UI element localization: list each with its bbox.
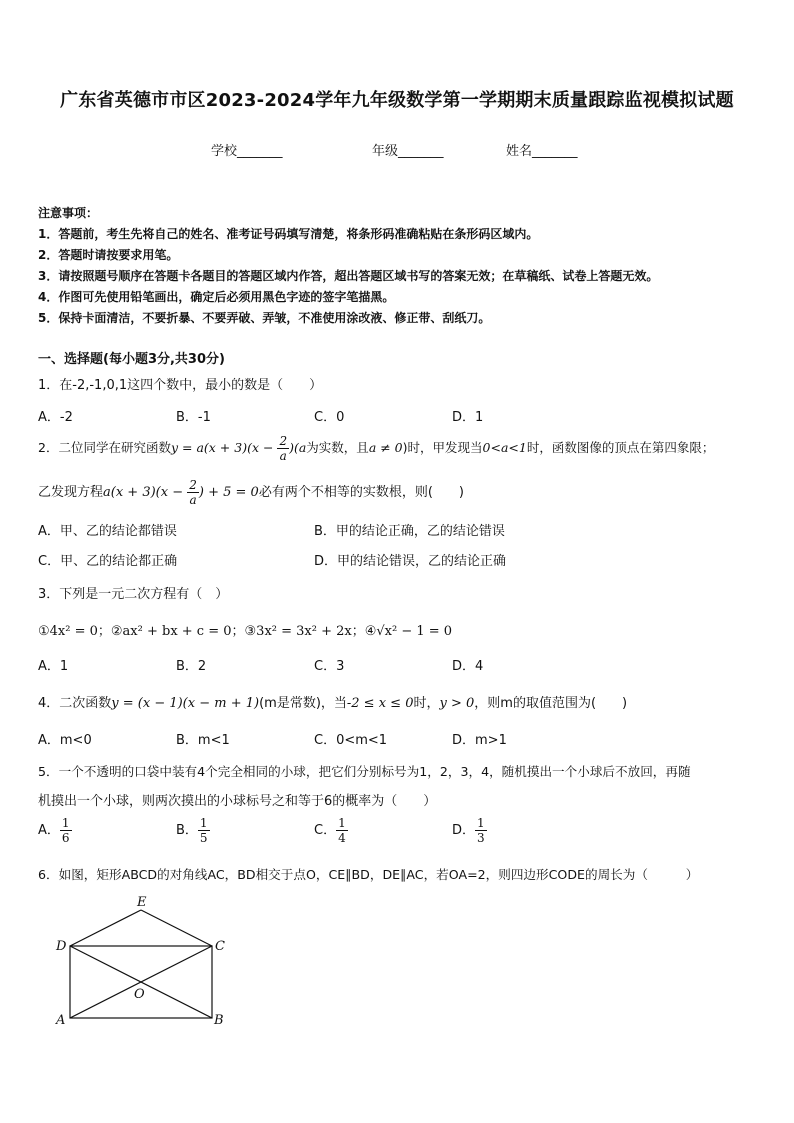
option-c: C．甲、乙的结论都正确	[38, 554, 178, 569]
option-fraction	[198, 816, 210, 845]
question-4-options	[38, 729, 758, 751]
option-a: A．-2	[38, 410, 73, 425]
q2-text-a: 2．二位同学在研究函数	[38, 440, 171, 455]
question-2-options-row-2	[38, 550, 758, 572]
label-d: D	[56, 939, 67, 954]
label-b: B	[214, 1013, 224, 1028]
q2-line2-text: 乙发现方程	[38, 485, 104, 500]
q2-fraction	[187, 478, 199, 507]
section-heading: 一、选择题(每小题3分,共30分)	[38, 352, 225, 367]
q2-range: 0<a<1	[482, 440, 527, 455]
option-c: C．0<m<1	[314, 733, 388, 748]
option-fraction	[60, 816, 72, 845]
option-d: D．4	[452, 659, 484, 674]
fraction-denominator: 4	[338, 831, 346, 845]
question-2-line-1	[38, 434, 714, 463]
option-b: B．-1	[176, 410, 211, 425]
note-item: 5．保持卡面清洁，不要折暴、不要弄破、弄皱，不准使用涂改液、修正带、刮纸刀。	[38, 311, 491, 325]
q2-var-a: a	[298, 440, 307, 455]
option-fraction	[475, 816, 487, 845]
label-e: E	[137, 895, 147, 910]
q2-fraction	[277, 434, 289, 463]
label-c: C	[215, 939, 225, 954]
question-3-equations: ①4x² = 0；②ax² + bx + c = 0；③3x² = 3x² + 2x；④√x² − 1 = 0	[38, 624, 453, 639]
school-field: 学校_______	[211, 144, 283, 159]
exam-title: 广东省英德市市区2023-2024学年九年级数学第一学期期末质量跟踪监视模拟试题	[60, 90, 734, 111]
q2-text-c: 为实数，且	[306, 440, 369, 455]
question-4	[38, 692, 627, 711]
fraction-numerator: 1	[477, 816, 485, 830]
option-letter: C．	[314, 823, 337, 838]
notes-heading: 注意事项：	[38, 206, 99, 220]
fraction-denominator: 5	[199, 831, 208, 845]
q4-text-a: 4．二次函数	[38, 696, 112, 711]
question-1: 1．在-2,-1,0,1这四个数中，最小的数是（ ）	[38, 378, 323, 393]
q2-equation-part1: a(x + 3)(x −	[103, 485, 188, 500]
q4-range: -2 ≤ x ≤ 0	[346, 696, 414, 711]
option-fraction	[336, 816, 348, 845]
segment-ce	[141, 910, 212, 946]
q4-text-d: 时，	[413, 696, 440, 711]
note-item: 3．请按照题号顺序在答题卡各题目的答题区域内作答，超出答题区域书写的答案无效；在草稿纸、试卷上答题无效。	[38, 269, 659, 283]
q4-text-g: ，则m的取值范围为( )	[474, 696, 628, 711]
q2-function-part1: y = a(x + 3)(x −	[170, 440, 278, 455]
question-3-options	[38, 655, 758, 677]
note-item: 1．答题前，考生先将自己的姓名、准考证号码填写清楚，将条形码准确粘贴在条形码区域内。	[38, 227, 539, 241]
option-d: D．m>1	[452, 733, 507, 748]
q4-text-b: (m是常数)，当	[259, 696, 347, 711]
option-letter: A．	[38, 823, 60, 838]
note-item: 2．答题时请按要求用笔。	[38, 248, 179, 262]
rectangle-figure	[48, 892, 238, 1032]
option-c: C．0	[314, 410, 345, 425]
option-d: D．1	[452, 410, 484, 425]
question-6: 6．如图，矩形ABCD的对角线AC，BD相交于点O，CE∥BD，DE∥AC，若OA=2，则四边形CODE的周长为（ ）	[38, 867, 699, 882]
question-3: 3．下列是一元二次方程有（ ）	[38, 587, 229, 602]
rectangle-diagram	[48, 892, 238, 1032]
option-b: B．甲的结论正确，乙的结论错误	[314, 524, 505, 539]
option-b: B．m<1	[176, 733, 230, 748]
q2-text-g: 时，函数图像的顶点在第四象限；	[526, 440, 715, 455]
question-5-line-2: 机摸出一个小球，则两次摸出的小球标号之和等于6的概率为（ ）	[38, 794, 437, 809]
q2-text-e: )时，甲发现当	[402, 440, 483, 455]
option-a: A．甲、乙的结论都错误	[38, 524, 177, 539]
fraction-numerator: 1	[199, 816, 208, 830]
q2-equation-part2: ) + 5 = 0	[198, 485, 259, 500]
label-a: A	[56, 1013, 66, 1028]
note-item: 4．作图可先使用铅笔画出，确定后必须用黑色字迹的签字笔描黑。	[38, 290, 395, 304]
option-d: D．甲的结论错误，乙的结论正确	[314, 554, 507, 569]
fraction-denominator: 6	[61, 831, 70, 845]
option-c	[314, 816, 348, 845]
q4-condition: y > 0	[439, 696, 475, 711]
fraction-numerator: 2	[189, 478, 197, 492]
q4-function: y = (x − 1)(x − m + 1)	[111, 696, 260, 711]
fraction-numerator: 1	[338, 816, 346, 830]
fraction-numerator: 2	[279, 434, 288, 448]
fraction-numerator: 1	[61, 816, 70, 830]
question-5-line-1: 5．一个不透明的口袋中装有4个完全相同的小球，把它们分别标号为1，2，3，4，随机摸出一个小球后不放回，再随	[38, 764, 691, 779]
question-5-options	[38, 816, 758, 856]
grade-field: 年级_______	[372, 144, 444, 159]
fraction-denominator: 3	[477, 831, 485, 845]
notes-block	[38, 203, 768, 329]
option-b	[176, 816, 210, 845]
fraction-denominator: a	[189, 493, 197, 507]
q2-function-part2: )(	[289, 440, 299, 455]
option-letter: D．	[452, 823, 476, 838]
q2-line2-tail: 必有两个不相等的实数根，则( )	[258, 485, 464, 500]
fraction-denominator: a	[279, 449, 287, 463]
option-letter: B．	[176, 823, 198, 838]
name-field: 姓名_______	[506, 144, 578, 159]
segment-de	[70, 910, 141, 946]
question-1-options	[38, 406, 758, 428]
option-c: C．3	[314, 659, 345, 674]
q2-condition: a ≠ 0	[368, 440, 403, 455]
option-a: A．1	[38, 659, 69, 674]
option-a	[38, 816, 72, 845]
option-d	[452, 816, 487, 845]
question-2-line-2	[38, 478, 464, 507]
option-b: B．2	[176, 659, 207, 674]
label-o: O	[134, 987, 145, 1002]
option-a: A．m<0	[38, 733, 92, 748]
question-2-options-row-1	[38, 520, 758, 542]
